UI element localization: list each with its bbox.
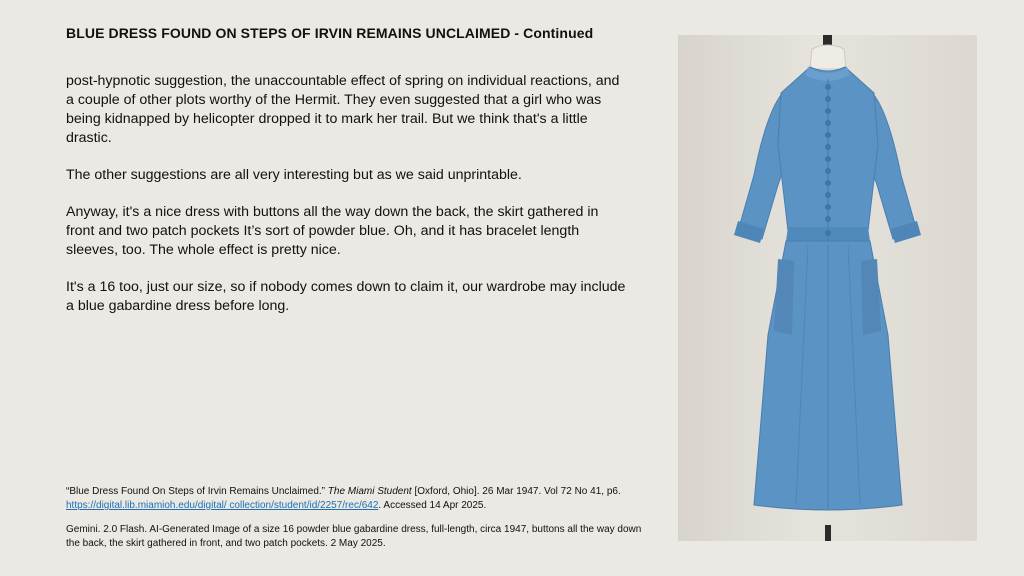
dress-photo — [678, 35, 977, 541]
citations — [66, 485, 646, 561]
citation-details: [Oxford, Ohio]. 26 Mar 1947. Vol 72 No 41, p6. — [411, 486, 621, 497]
article-body — [66, 72, 626, 334]
citation-image: Gemini. 2.0 Flash. AI-Generated Image of a size 16 powder blue gabardine dress, full-length, circa 1947, buttons all the way down the back, the skirt gathered in front, and two patch pockets. 2 May 2025. — [66, 524, 642, 549]
citation-link[interactable]: https://digital.lib.miamioh.edu/digital/ collection/student/id/2257/rec/642 — [66, 500, 379, 511]
paragraph: It's a 16 too, just our size, so if nobody comes down to claim it, our wardrobe may include a blue gabardine dress before long. — [66, 279, 626, 314]
paragraph: Anyway, it's a nice dress with buttons all the way down the back, the skirt gathered in front and two patch pockets It’s sort of powder blue. Oh, and it has bracelet length sleeves, too. The whole effect is pretty nice. — [66, 204, 599, 258]
citation-accessed: . Accessed 14 Apr 2025. — [378, 500, 487, 511]
citation-newspaper — [66, 485, 646, 513]
dress-illustration — [678, 35, 977, 541]
paragraph: The other suggestions are all very interesting but as we said unprintable. — [66, 167, 522, 183]
slide-title: BLUE DRESS FOUND ON STEPS OF IRVIN REMAINS UNCLAIMED - Continued — [66, 25, 594, 41]
citation-publication: The Miami Student — [327, 486, 412, 497]
citation-title: “Blue Dress Found On Steps of Irvin Remains Unclaimed.” — [66, 486, 328, 497]
paragraph: post-hypnotic suggestion, the unaccountable effect of spring on individual reactions, and a couple of other plots worthy of the Hermit. They even suggested that a girl who was being kidnapped by helicopter dropped it to mark her trail. But we think that's a little drastic. — [66, 73, 620, 146]
